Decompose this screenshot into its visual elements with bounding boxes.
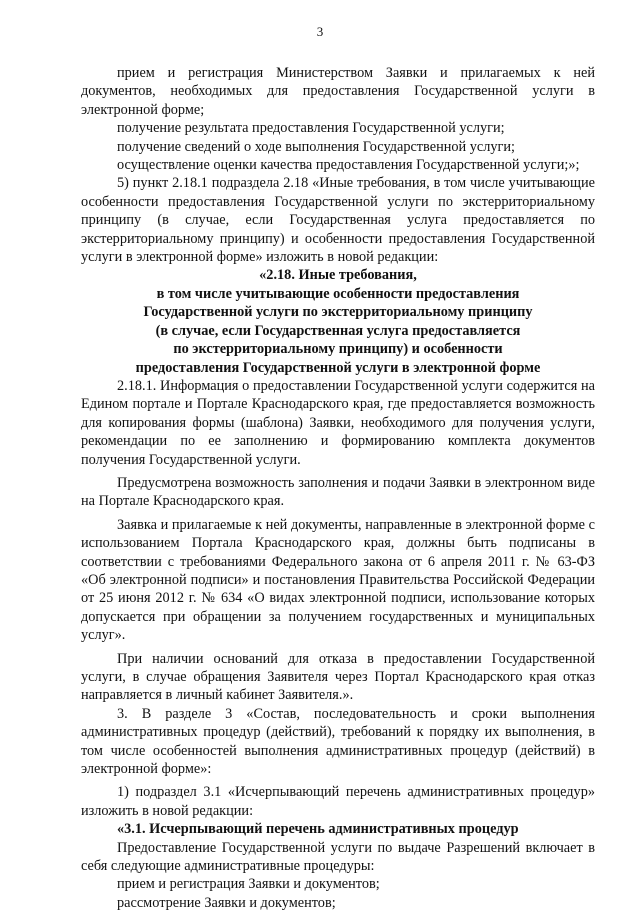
document-body — [81, 64, 595, 912]
heading-line: по экстерриториальному принципу) и особенности — [173, 341, 503, 358]
paragraph: осуществление оценки качества предоставления Государственной услуги;»; — [117, 157, 580, 174]
paragraph: 5) пункт 2.18.1 подраздела 2.18 «Иные требования, в том числе учитывающие особенности предоставления Государственной услуги по экстерриториальному принципу (в случае, если Государственная услуга предоставляется по экстерриториальному принципу) и особенности предоставления Государственной услуги в электронной форме» изложить в новой редакции: — [81, 175, 595, 266]
paragraph: прием и регистрация Министерством Заявки и прилагаемых к ней документов, необходимых для предоставления Государственной услуги в электронной форме; — [81, 65, 595, 118]
heading-line: в том числе учитывающие особенности предоставления — [156, 285, 520, 302]
paragraph: получение результата предоставления Государственной услуги; — [117, 120, 505, 137]
heading-line: Государственной услуги по экстерриториальному принципу — [143, 304, 533, 321]
paragraph: Заявка и прилагаемые к ней документы, направленные в электронной форме с использованием Портала Краснодарского края, должны быть подписаны в соответствии с требованиями Федерального закона от 6 апреля 2011 г. № 63-ФЗ «Об электронной подписи» и постановления Правительства Российской Федерации от 25 июня 2012 г. № 634 «О видах электронной подписи, использование которых допускается при обращении за получением государственных и муниципальных услуг». — [81, 516, 595, 644]
paragraph: Предусмотрена возможность заполнения и подачи Заявки в электронном виде на Портале Краснодарского края. — [81, 474, 595, 510]
paragraph: 3. В разделе 3 «Состав, последовательность и сроки выполнения административных процедур (действий), требований к порядку их выполнения, в том числе особенностей выполнения административных процедур (действий) в электронной форме»: — [81, 705, 595, 778]
heading-line: «2.18. Иные требования, — [259, 267, 417, 284]
paragraph: получение сведений о ходе выполнения Государственной услуги; — [117, 138, 516, 155]
paragraph: При наличии оснований для отказа в предоставлении Государственной услуги, в случае обращения Заявителя через Портал Краснодарского края отказ направляется в личный кабинет Заявителя.». — [81, 650, 595, 704]
heading-line: (в случае, если Государственная услуга предоставляется — [155, 322, 521, 339]
paragraph: 2.18.1. Информация о предоставлении Государственной услуги содержится на Едином портале и Портале Краснодарского края, где предоставляется возможность для копирования формы (шаблона) Заявки, необходимого для получения услуги, рекомендации по ее заполнению и формированию комплекта документов получения Государственной услуги. — [81, 377, 595, 468]
paragraph: прием и регистрация Заявки и документов; — [117, 876, 380, 893]
section-heading-3-1: «3.1. Исчерпывающий перечень административных процедур — [117, 821, 519, 838]
paragraph: 1) подраздел 3.1 «Исчерпывающий перечень административных процедур» изложить в новой редакции: — [81, 784, 595, 819]
section-heading-2-18 — [81, 266, 595, 376]
heading-line: предоставления Государственной услуги в электронной форме — [135, 359, 541, 376]
paragraph: Предоставление Государственной услуги по выдаче Разрешений включает в себя следующие административные процедуры: — [81, 839, 595, 875]
page-number: 3 — [316, 24, 324, 39]
paragraph: рассмотрение Заявки и документов; — [117, 894, 336, 911]
